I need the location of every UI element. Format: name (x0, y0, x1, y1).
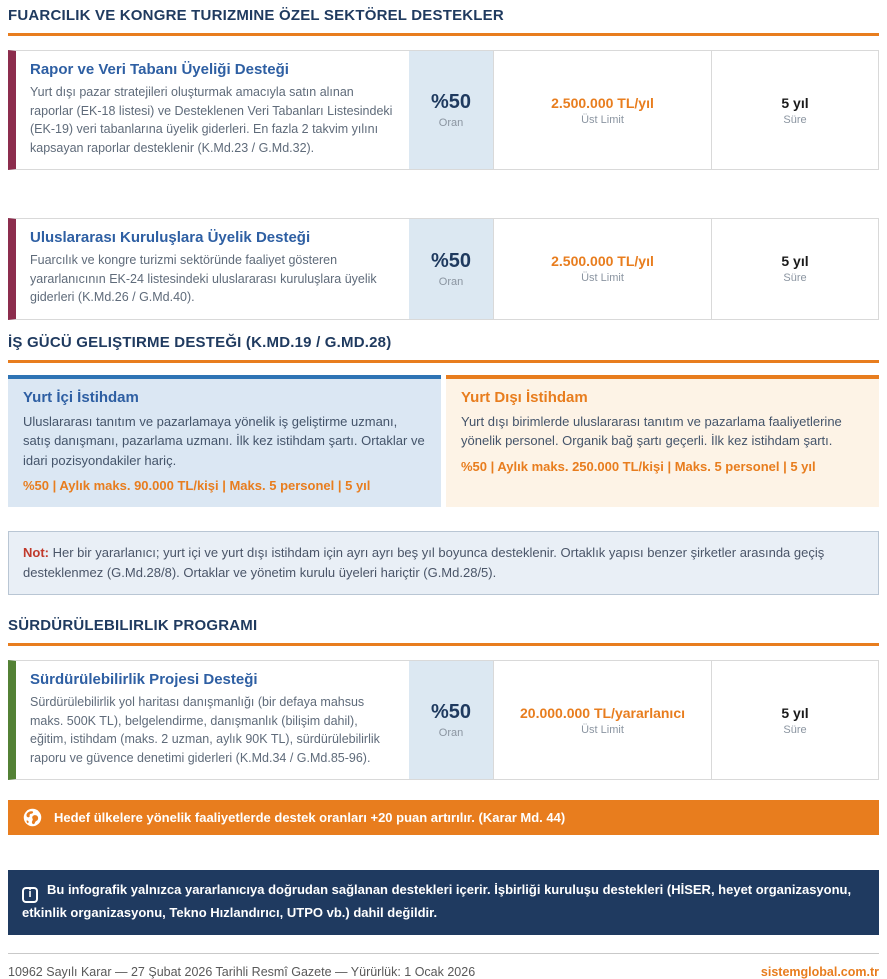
employment-domestic-description: Uluslararası tanıtım ve pazarlamaya yönelik iş geliştirme uzmanı, satış danışmanı, pazarlama uzmanı. İlk kez istihdam şartı. Ortaklar ve idari pozisyondakiler hariç. (23, 413, 425, 468)
employment-international-description: Yurt dışı birimlerde uluslararası tanıtım ve pazarlama faaliyetlerine yönelik personel. Organik bağ şartı geçerli. İlk kez istihdam şartı. (461, 413, 842, 448)
duration-value: 5 yıl (781, 94, 809, 111)
section-rule (8, 360, 879, 363)
card-description: Sürdürülebilirlik yol haritası danışmanlığı (bir defaya mahsus maks. 500K TL), belgelendirme, danışmanlık (bilişim dahil), eğitim, istihdam (maks. 2 uzman, aylık 90K TL), sürdürülebilirlik raporu ve güvence denetimi giderleri (K.Md.34 / G.Md.85-96). (30, 695, 380, 765)
duration-cell (711, 661, 878, 779)
rate-value: %50 (430, 91, 472, 113)
section-title-sectoral: FUARCILIK VE KONGRE TURIZMINE ÖZEL SEKTÖREL DESTEKLER (8, 7, 504, 24)
limit-label: Üst Limit (581, 272, 624, 285)
limit-cell (493, 219, 711, 319)
card-title: Rapor ve Veri Tabanı Üyeliği Desteği (30, 61, 289, 78)
card-description: Fuarcılık ve kongre turizmi sektöründe faaliyet gösteren yararlanıcının EK-24 listesindeki uluslararası kuruluşlara üyelik giderleri (K.Md.26 / G.Md.40). (30, 253, 377, 304)
card-text-block (16, 51, 409, 169)
rate-label: Oran (438, 727, 464, 740)
info-banner (8, 870, 879, 934)
duration-label: Süre (783, 272, 807, 285)
footer-website-link[interactable]: sistemglobal.com.tr (760, 964, 879, 979)
footer-legal-reference: 10962 Sayılı Karar — 27 Şubat 2026 Tarihli Resmî Gazete — Yürürlük: 1 Ocak 2026 (8, 964, 476, 979)
employment-international-stats: %50 | Aylık maks. 250.000 TL/kişi | Maks. 5 personel | 5 yıl (461, 458, 816, 474)
limit-cell (493, 661, 711, 779)
limit-label: Üst Limit (581, 113, 624, 126)
globe-icon (22, 807, 43, 828)
rate-label: Oran (438, 117, 464, 129)
rate-cell (409, 51, 493, 169)
section-rule (8, 33, 879, 36)
card-description: Yurt dışı pazar stratejileri oluşturmak amacıyla satın alınan raporlar (EK-18 listesi) ve Desteklenen Veri Tabanları Listesindeki (EK-19) veri tabanlarına üyelik giderleri. En fazla 2 takvim yılını kapsayan raporlar desteklenir (K.Md.23 / G.Md.32). (30, 85, 393, 155)
limit-label: Üst Limit (581, 723, 624, 736)
duration-value: 5 yıl (781, 253, 809, 270)
duration-cell (711, 51, 878, 169)
section-rule (8, 643, 879, 646)
note-label: Not: (23, 545, 49, 560)
card-text-block (16, 661, 409, 779)
target-countries-banner (8, 800, 879, 835)
target-countries-text: Hedef ülkelere yönelik faaliyetlerde destek oranları +20 puan artırılır. (Karar Md. 44) (54, 810, 566, 826)
note-text: Her bir yararlanıcı; yurt içi ve yurt dışı istihdam için ayrı ayrı beş yıl boyunca desteklenir. Ortaklık yapısı benzer şirketler arasında geçiş desteklenmez (G.Md.28/8). Ortaklar ve yönetim kurulu üyeleri hariçtir (G.Md.28/5). (23, 545, 825, 581)
note-box (8, 531, 879, 595)
limit-value: 2.500.000 TL/yıl (551, 94, 654, 111)
employment-columns (8, 375, 879, 508)
employment-domestic-stats: %50 | Aylık maks. 90.000 TL/kişi | Maks. 5 personel | 5 yıl (23, 478, 371, 493)
card-text-block (16, 219, 409, 319)
rate-cell (409, 661, 493, 779)
rate-label: Oran (438, 275, 464, 288)
employment-international-title: Yurt Dışı İstihdam (461, 388, 588, 406)
employment-domestic-title: Yurt İçi İstihdam (23, 388, 139, 406)
card-title: Sürdürülebilirlik Projesi Desteği (30, 671, 258, 689)
info-icon: i (22, 887, 38, 903)
rate-cell (409, 219, 493, 319)
support-card-sustainability (8, 660, 879, 780)
employment-domestic-panel (8, 375, 441, 508)
support-card-report-database (8, 50, 879, 170)
rate-value: %50 (430, 701, 472, 724)
limit-value: 20.000.000 TL/yararlanıcı (520, 704, 685, 721)
limit-value: 2.500.000 TL/yıl (551, 253, 654, 270)
info-banner-text: Bu infografik yalnızca yararlanıcıya doğrudan sağlanan destekleri içerir. İşbirliği kuruluşu destekleri (HİSER, heyet organizasyonu, etkinlik organizasyonu, Tekno Hızlandırıcı, UTPO vb.) dahil değildir. (22, 882, 852, 920)
employment-international-panel (446, 375, 879, 508)
section-title-sustainability: SÜRDÜRÜLEBILIRLIK PROGRAMI (8, 617, 258, 635)
section-title-workforce: İŞ GÜCÜ GELIŞTIRME DESTEĞI (K.MD.19 / G.MD.28) (8, 333, 392, 351)
limit-cell (493, 51, 711, 169)
footer (8, 953, 879, 979)
rate-value: %50 (430, 249, 472, 272)
duration-cell (711, 219, 878, 319)
duration-label: Süre (783, 723, 807, 736)
support-card-international-membership (8, 218, 879, 320)
duration-value: 5 yıl (781, 704, 809, 721)
duration-label: Süre (783, 113, 807, 126)
card-title: Uluslararası Kuruluşlara Üyelik Desteği (30, 229, 311, 246)
